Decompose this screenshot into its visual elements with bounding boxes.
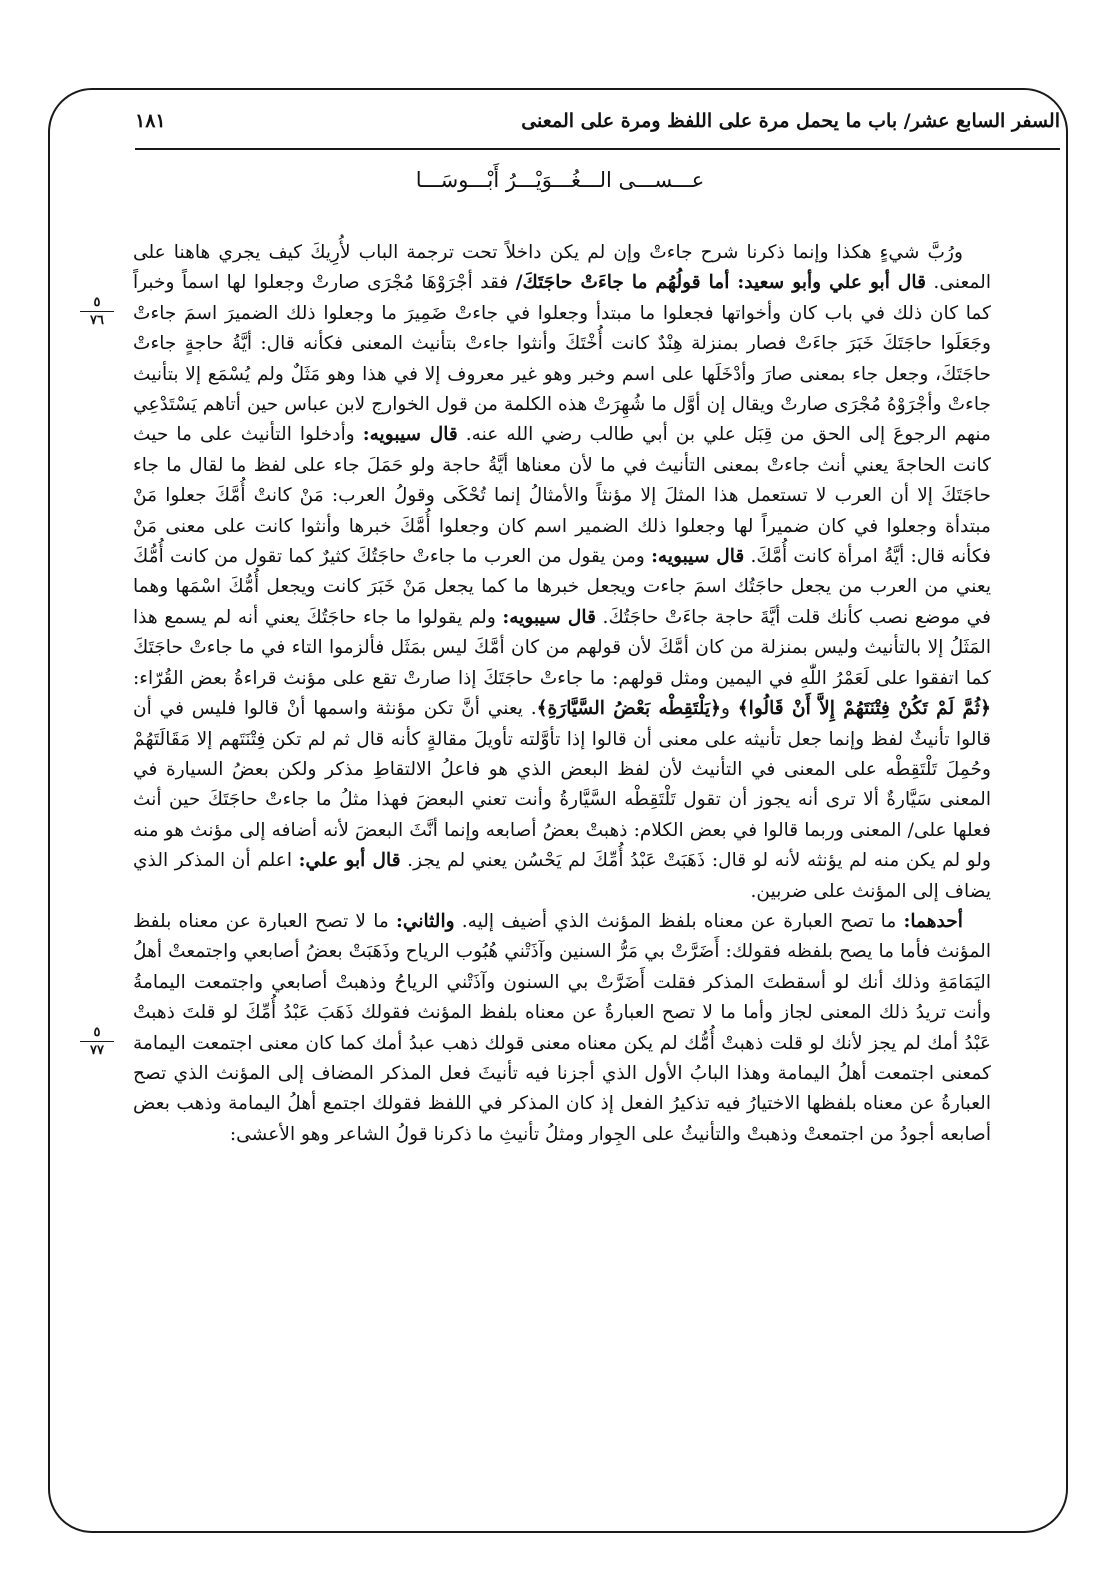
bold-segment: قال أبو علي: — [298, 850, 401, 872]
margin-reference — [80, 1026, 114, 1057]
text-segment: ما تصح العبارة عن معناه بلفظ المؤنث الذي أضيف إليه. — [454, 910, 904, 932]
text-segment: اعلم أن المذكر الذي يضاف إلى المؤنث على ضربين. — [133, 850, 991, 902]
margin-reference-page: ٧٧ — [90, 1043, 104, 1058]
text-segment: ولم يقولوا ما جاء حاجَتُكَ يعني أنه لم يسمع هذا المَثَلُ إلا بالتأنيث وليس بمنزلة من كان أمَّكَ لأن قولهم من كان أمَّكَ ليس بمَثَل فألزموا التاء في ما جاءتْ حاجَتَكَ كما اتفقوا على لَعَمْرُ اللّٰهِ في اليمين ومثل قولهم: ما جاءتْ حاجَتَكَ إذا صارتْ تقع على مؤنث قراءةُ بعض القُرّاء: — [133, 606, 991, 689]
page-number: ١٨١ — [135, 110, 166, 132]
paragraph — [133, 907, 991, 1150]
running-title: السفر السابع عشر/ باب ما يحمل مرة على اللفظ ومرة على المعنى — [521, 110, 1060, 132]
bold-segment: والثاني: — [395, 910, 455, 932]
text-segment: ومن يقول من العرب ما جاءتْ حاجَتُكَ كثيرٌ كما تقول من كانت أُمُّكَ يعني من العرب من يجعل حاجَتُك اسمَ جاءت ويجعل خبرها ما كما يجعل مَنْ خَبَرَ كانت ويجعل أُمُّكَ اسْمَها وهما في موضع نصب كأنك قلت أيَّةَ حاجة جاءَتْ حاجَتُكَ. — [133, 546, 992, 628]
bold-segment: قال أبو علي وأبو سعيد: أما قولُهُم ما جاءَتْ حاجَتَكَ/ — [515, 272, 926, 294]
margin-reference-volume: ٥ — [80, 296, 114, 312]
bold-segment: أحدهما: — [903, 910, 963, 932]
text-segment: ورُبَّ شيءٍ هكذا وإنما ذكرنا شرح جاءتْ وإن لم يكن داخلاً تحت ترجمة الباب لأُرِيكَ كيف يجري هاهنا على المعنى. — [133, 242, 991, 294]
bold-segment: قال سيبويه: — [651, 546, 745, 568]
text-segment: وأدخلوا التأنيث على ما حيث كانت الحاجةَ يعني أنث جاءتْ بمعنى التأنيث في ما لأن معناها أيَّةُ حاجة ولو حَمَلَ جاء على لفظ ما لقال ما جاء حاجَتَكَ إلا أن العرب لا تستعمل هذا المثلَ إلا مؤنثاً والأمثالُ إنما تُحْكَى وقولُ العرب: مَنْ كانتْ أُمَّكَ جعلوا مَنْ مبتدأة وجعلوا في كان ضميراً لها وجعلوا ذلك الضمير اسم كان وجعلوا أُمَّكَ خبرها وأنثوا كانت على معنى مَنْ فكأنه قال: أيَّةُ امرأة كانت أُمَّكَ. — [133, 424, 991, 568]
text-segment: . يعني أنَّ تكن مؤنثة واسمها أنْ قالوا فليس في أن قالوا تأنيثٌ لفظ وإنما جعل تأنيثه على معنى أن قالوا إذا تأوَّلته تأويلَ مقالةٍ كأنه قال ثم لم تكن فِتْنَتَهم إلا مَقَالَتَهُمْ وحُمِلَ تَلْتَقِطْه على المعنى في التأنيث لأن لفظ البعض الذي هو فاعلُ الالتقاطِ مذكر ولكن بعضُ السيارة في المعنى سَيَّارةٌ ألا ترى أنه يجوز أن تقول تَلْتَقِطْه السَّيَّارةُ وأنت تعني البعضَ فهذا مثلُ ما جاءتْ حاجَتَكَ حين أنث فعلها على/ المعنى وربما قالوا في بعض الكلام: ذهبتْ بعضُ أصابعه وإنما أنَّثَ البعضَ لأنه أضافه إلى مؤنث هو منه ولو لم يكن منه لم يؤنثه لأنه لو قال: ذَهَبَتْ عَبْدُ أُمِّكَ لم يَحْسُن يعني لم يجز. — [133, 698, 991, 872]
margin-reference — [80, 296, 114, 327]
text-segment: ما لا تصح العبارة عن معناه بلفظ المؤنث فأما ما يصح بلفظه فقولك: أَضَرَّتْ بي مَرُّ السنين وآذَتْني هُبُوب الرياح وذَهَبَتْ بعضُ أصابعي واجتمعتْ أهلُ اليَمَامَةِ وذلك أنك لو أسقطتَ المذكر فقلت أَضَرَّتْ بي السنون وآذَتْني الرياحُ وذهبتْ أصابعي واجتمعت اليمامةُ وأنت تريدُ ذلك المعنى لجاز وأما ما لا تصح العبارةُ عن معناه بلفظ المؤنث فقولك ذَهَبَ عَبْدُ أُمِّكَ لو قلتَ ذهبتْ عَبْدُ أمك لم يجز لأنك لو قلت ذهبتْ أُمُّك لم يكن معناه معنى قولك ذهب عبدُ أمك كما كان معنى اجتمعت اليمامة كمعنى اجتمعت أهلُ اليمامة وهذا البابُ الأول الذي أجزنا فيه تأنيثَ فعل المذكر المضاف إلى المؤنث الذي تصح العبارةُ عن معناه بلفظها الاختيارُ فيه تذكيرُ الفعل إذ كان المذكر في اللفظ فقولك اجتمع أهلُ اليمامة وذهب بعض أصابعه أجودُ من اجتمعتْ وذهبتْ والتأنيثُ على الجِوار ومثلُ تأنيثِ ما ذكرنا قولُ الشاعر وهو الأعشى: — [133, 910, 991, 1145]
bold-segment: قال سيبويه: — [362, 424, 458, 446]
bold-segment: قال سيبويه: — [502, 606, 596, 628]
bold-segment: ﴿يَلْتَقِطْه بَعْضُ السَّيَّارَةِ﴾ — [536, 698, 722, 720]
running-header — [135, 104, 1060, 142]
header-rule — [135, 148, 1060, 150]
author-line: عـــســـى الـــغُـــوَيْـــرُ أَبْـــوسَـــا — [415, 168, 705, 192]
text-segment: فقد أجْرَوْهَا مُجْرَى صارتْ وجعلوا لها اسماً وخبراً كما كان ذلك في باب كان وأخواتها فجعلوا ما مبتدأ وجعلوا في جاءتْ ضَمِيرَ ما وجعلوا ذلك الضميرَ اسمَ جاءتْ وجَعَلَوا حاجَتَكَ خَبَرَ جاءَتْ فصار بمنزلة هِنْدٌ كانت أُخْتَكَ وأنثوا جاءتْ بتأنيث المعنى فكأنه قال: أيَّةُ حاجةٍ جاءتْ حاجَتَكَ، وجعل جاء بمعنى صارَ وأدْخَلَها على اسم وخبر وهو غير معروف إلا في هذا وهو مَثَلٌ ولم يُسْمَع إلا بتأنيث جاءتْ وأجْرَوْهُ مُجْرَى صارتْ ويقال إن أوَّل ما شُهِرَتْ هذه الكلمة من قول الخوارج لابن عباس حين أتاهم يَسْتَدْعِي منهم الرجوعَ إلى الحق من قِبَل علي بن أبي طالب رضي الله عنه. — [133, 272, 991, 446]
margin-reference-volume: ٥ — [80, 1026, 114, 1042]
bold-segment: ﴿ثُمَّ لَمْ تَكُنْ فِتْنَتَهُمْ إِلاَّ أَنْ قَالُوا﴾ — [737, 698, 991, 720]
body-text — [133, 238, 991, 1150]
paragraph — [133, 238, 991, 907]
margin-reference-page: ٧٦ — [90, 313, 104, 328]
text-segment: و — [721, 698, 738, 720]
